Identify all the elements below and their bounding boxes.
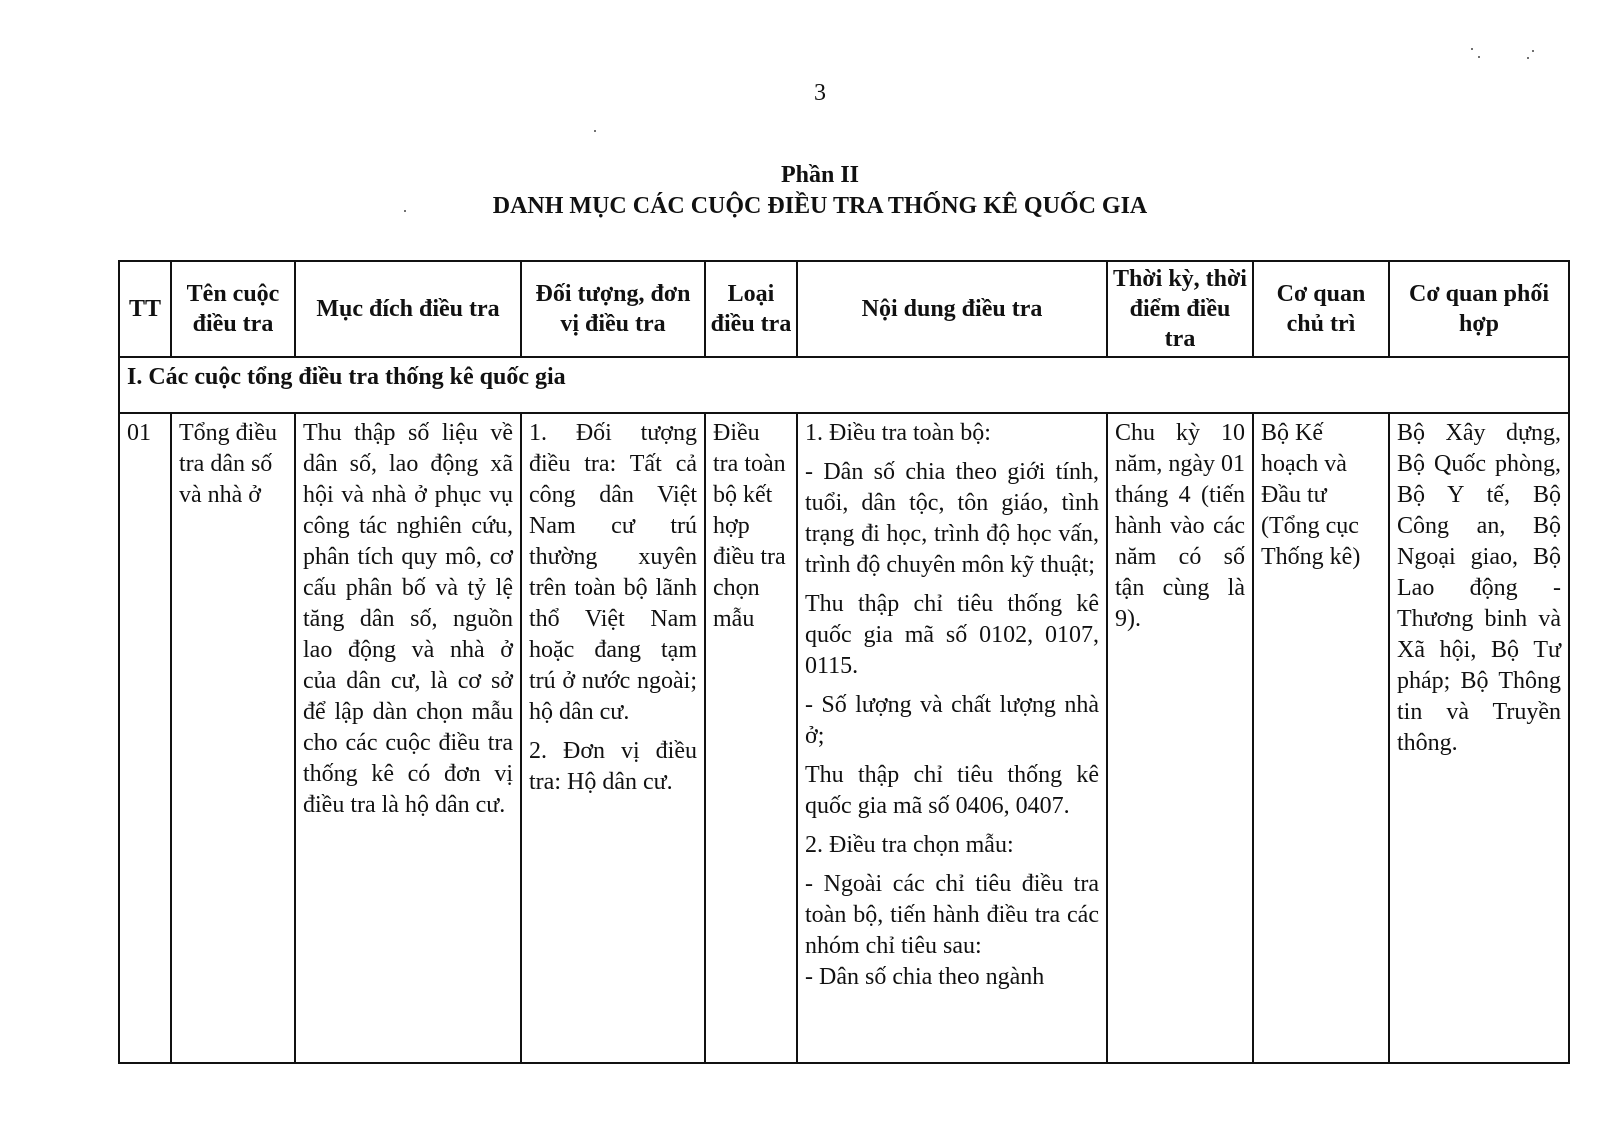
scan-speck xyxy=(594,130,596,132)
subjects-paragraph: 1. Đối tượng điều tra: Tất cả công dân Việt Nam cư trú thường xuyên trên toàn bộ lãnh thổ Việt Nam hoặc đang tạm trú ở nước ngoài; hộ dân cư. xyxy=(529,420,697,725)
section-row xyxy=(119,357,1569,413)
part-heading-block xyxy=(0,160,1600,222)
cell-subjects xyxy=(521,413,705,1063)
header-survey-type: Loại điều tra xyxy=(705,261,797,357)
survey-catalog-table xyxy=(118,260,1570,1064)
cell-survey-type: Điều tra toàn bộ kết hợp điều tra chọn mẫu xyxy=(705,413,797,1063)
header-tt: TT xyxy=(119,261,171,357)
header-purpose: Mục đích điều tra xyxy=(295,261,521,357)
header-content: Nội dung điều tra xyxy=(797,261,1107,357)
cell-content xyxy=(797,413,1107,1063)
content-paragraph: Thu thập chỉ tiêu thống kê quốc gia mã số 0406, 0407. xyxy=(805,762,1099,819)
scan-speck xyxy=(1478,56,1480,58)
cell-purpose: Thu thập số liệu về dân số, lao động xã hội và nhà ở phục vụ công tác nghiên cứu, phân tích quy mô, cơ cấu phân bố và tỷ lệ tăng dân số, nguồn lao động và nhà ở của dân cư, là cơ sở để lập dàn chọn mẫu cho các cuộc điều tra thống kê có đơn vị điều tra là hộ dân cư. xyxy=(295,413,521,1063)
table-row xyxy=(119,413,1569,1063)
page-number: 3 xyxy=(814,80,826,106)
content-paragraph: - Ngoài các chỉ tiêu điều tra toàn bộ, tiến hành điều tra các nhóm chỉ tiêu sau: xyxy=(805,871,1099,959)
cell-period: Chu kỳ 10 năm, ngày 01 tháng 4 (tiến hành vào các năm có số tận cùng là 9). xyxy=(1107,413,1253,1063)
scan-speck xyxy=(1527,57,1529,59)
scan-speck xyxy=(1532,50,1534,52)
content-paragraph: Thu thập chỉ tiêu thống kê quốc gia mã số 0102, 0107, 0115. xyxy=(805,591,1099,679)
header-subjects: Đối tượng, đơn vị điều tra xyxy=(521,261,705,357)
table-header-row xyxy=(119,261,1569,357)
content-paragraph: - Số lượng và chất lượng nhà ở; xyxy=(805,692,1099,749)
header-period: Thời kỳ, thời điểm điều tra xyxy=(1107,261,1253,357)
cell-lead-agency: Bộ Kế hoạch và Đầu tư (Tổng cục Thống kê) xyxy=(1253,413,1389,1063)
content-paragraph: - Dân số chia theo giới tính, tuổi, dân tộc, tôn giáo, tình trạng đi học, trình độ học vấn, trình độ chuyên môn kỹ thuật; xyxy=(805,459,1099,578)
cell-survey-name: Tổng điều tra dân số và nhà ở xyxy=(171,413,295,1063)
scan-speck xyxy=(1471,48,1473,50)
content-paragraph: 2. Điều tra chọn mẫu: xyxy=(805,832,1014,858)
cell-coop-agency: Bộ Xây dựng, Bộ Quốc phòng, Bộ Y tế, Bộ Công an, Bộ Ngoại giao, Bộ Lao động - Thương binh và Xã hội, Bộ Tư pháp; Bộ Thông tin và Truyền thông. xyxy=(1389,413,1569,1063)
content-paragraph: 1. Điều tra toàn bộ: xyxy=(805,420,991,446)
section-title: I. Các cuộc tổng điều tra thống kê quốc gia xyxy=(119,357,1569,413)
header-survey-name: Tên cuộc điều tra xyxy=(171,261,295,357)
header-lead-agency: Cơ quan chủ trì xyxy=(1253,261,1389,357)
subjects-paragraph: 2. Đơn vị điều tra: Hộ dân cư. xyxy=(529,738,697,795)
part-heading: DANH MỤC CÁC CUỘC ĐIỀU TRA THỐNG KÊ QUỐC GIA xyxy=(492,193,1148,219)
part-label: Phần II xyxy=(780,162,860,188)
header-coop-agency: Cơ quan phối hợp xyxy=(1389,261,1569,357)
content-paragraph: - Dân số chia theo ngành xyxy=(805,964,1045,990)
cell-tt: 01 xyxy=(119,413,171,1063)
